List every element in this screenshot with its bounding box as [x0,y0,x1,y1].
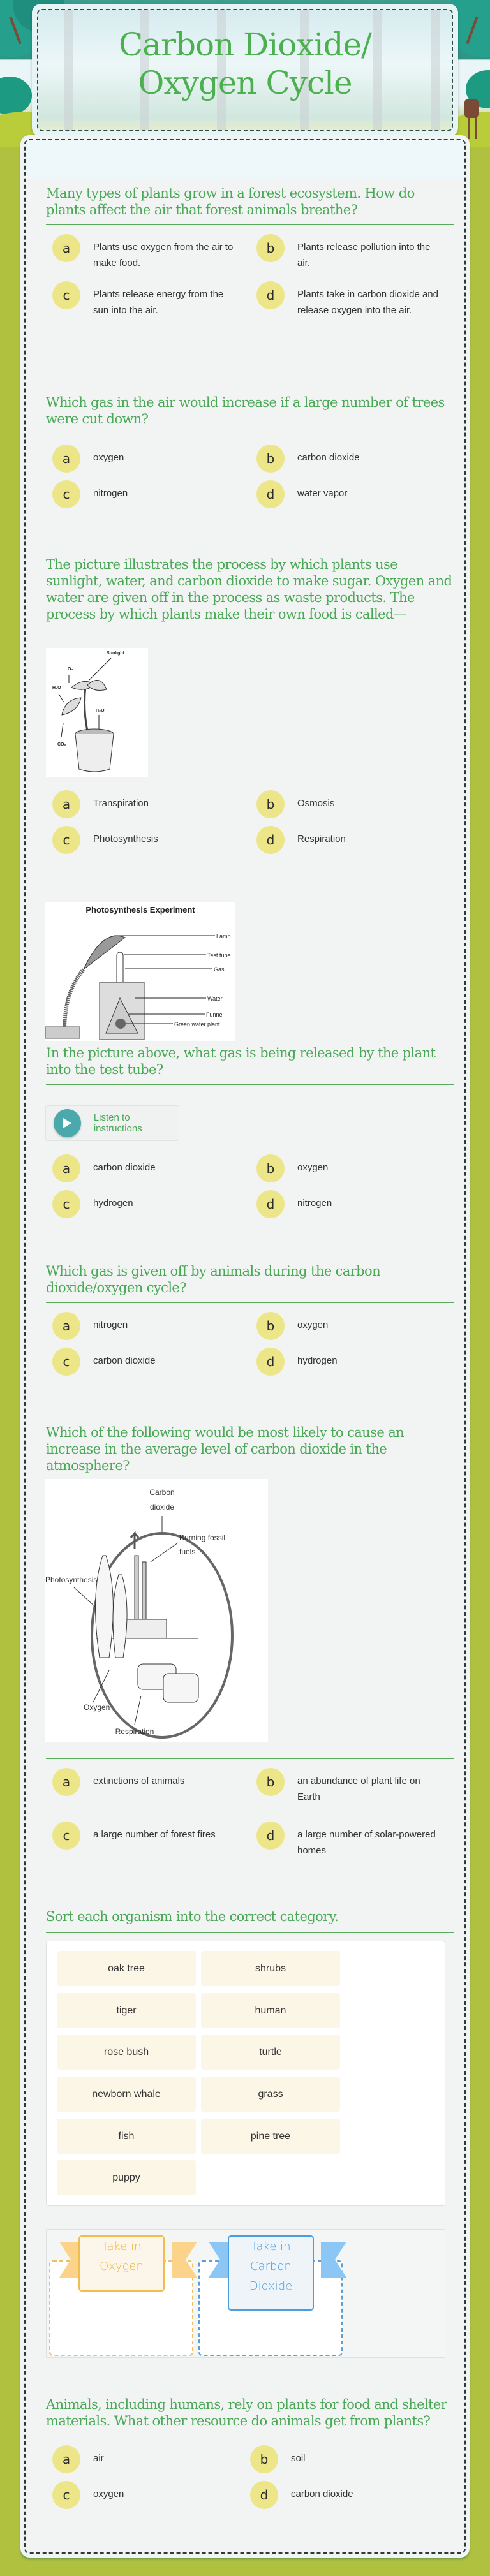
ribbon-right-co2 [321,2242,346,2278]
sort-categories [46,2229,445,2358]
question-4-options [46,1154,454,1222]
option-c[interactable] [46,1822,250,1858]
option-d[interactable] [250,1348,454,1380]
option-a[interactable] [46,790,250,822]
option-text: air [93,2453,104,2464]
svg-text:Oxygen: Oxygen [84,1703,110,1712]
option-b[interactable] [250,790,454,822]
sort-items-pool [46,1941,445,2206]
divider [46,224,454,225]
option-letter-b[interactable]: b [256,1768,285,1796]
option-text: soil [291,2453,306,2464]
option-a[interactable] [46,234,250,271]
option-text: nitrogen [93,488,128,499]
question-7 [46,2396,454,2513]
sort-item[interactable]: grass [201,2077,340,2112]
question-text: The picture illustrates the process by which plants use sunlight, water, and carbon dioxide to make sugar. Oxygen and water are given off in the process as waste products. The process by which plants make their own food is called— [46,557,452,622]
svg-text:H₂O: H₂O [96,709,105,713]
divider [46,1302,454,1303]
title-line-2: Oxygen Cycle [138,64,352,101]
option-letter-b[interactable]: b [256,790,285,818]
options-grid [46,2445,442,2513]
option-letter-c[interactable]: c [52,2481,80,2509]
plant-diagram-image [46,648,148,777]
option-letter-c[interactable]: c [52,1348,80,1376]
option-text: water vapor [297,488,348,499]
options-grid [46,234,454,318]
divider [46,1084,454,1085]
option-text: hydrogen [297,1355,338,1366]
sort-item[interactable]: turtle [201,2035,340,2070]
option-text: oxygen [93,452,124,463]
question-5 [46,1263,454,1380]
option-letter-c[interactable]: c [52,826,80,854]
option-letter-a[interactable]: a [52,2445,80,2473]
option-letter-c[interactable]: c [52,1822,80,1850]
sort-question [46,1908,454,1933]
options-grid [46,1154,454,1222]
option-text: nitrogen [297,1198,332,1209]
svg-text:H₂O: H₂O [52,686,61,690]
svg-text:Burning fossil: Burning fossil [179,1533,226,1542]
question-text: Many types of plants grow in a forest ecosystem. How do plants affect the air that forest animals breathe? [46,186,415,217]
svg-text:O₂: O₂ [68,667,73,672]
option-letter-d[interactable]: d [256,1822,285,1850]
option-a[interactable] [46,445,250,476]
title-card [32,4,458,136]
question-6-options [46,1758,454,1858]
options-grid [46,1768,454,1858]
option-c[interactable] [46,1190,250,1222]
option-letter-d[interactable]: d [256,480,285,508]
option-d[interactable] [244,2481,442,2513]
option-letter-a[interactable]: a [52,234,80,262]
option-a[interactable] [46,1154,250,1186]
question-text: Which gas in the air would increase if a large number of trees were cut down? [46,395,445,427]
svg-text:Green water plant: Green water plant [174,1021,220,1027]
sort-item[interactable]: fish [57,2119,196,2154]
svg-text:Water: Water [207,996,223,1002]
option-d[interactable] [250,1190,454,1222]
svg-text:Sunlight: Sunlight [107,651,124,656]
svg-text:Lamp: Lamp [216,933,231,939]
option-text: carbon dioxide [93,1162,156,1173]
svg-text:fuels: fuels [179,1547,196,1556]
option-b[interactable] [250,1768,454,1805]
listen-label: Listen to instructions [93,1112,142,1134]
option-text: Plants release energy from the sun into the air. [93,289,224,316]
deer-leg-decoration [468,117,470,139]
option-text: Plants release pollution into the air. [297,242,431,269]
option-d[interactable] [250,281,454,318]
option-c[interactable] [46,2481,244,2513]
option-b[interactable] [250,445,454,476]
option-letter-a[interactable]: a [52,1154,80,1182]
option-text: carbon dioxide [297,452,360,463]
option-b[interactable] [250,1312,454,1344]
option-text: oxygen [297,1162,329,1173]
sort-item[interactable]: pine tree [201,2119,340,2154]
option-letter-a[interactable]: a [52,1312,80,1340]
option-text: Plants take in carbon dioxide and release oxygen into the air. [297,289,438,316]
question-3-options [46,781,454,858]
question-4 [46,1045,454,1085]
option-letter-c[interactable]: c [52,480,80,508]
svg-text:Respiration: Respiration [115,1727,154,1736]
option-letter-a[interactable]: a [52,790,80,818]
sort-item[interactable]: human [201,1993,340,2028]
option-letter-a[interactable]: a [52,445,80,473]
sort-item[interactable]: shrubs [201,1951,340,1986]
option-text: a large number of forest fires [93,1829,216,1840]
deer-leg-decoration [475,117,477,139]
option-letter-b[interactable]: b [256,445,285,473]
option-letter-d[interactable]: d [256,1348,285,1376]
option-text: Transpiration [93,798,149,809]
question-3 [46,556,454,622]
question-text: In the picture above, what gas is being released by the plant into the test tube? [46,1045,436,1077]
option-letter-d[interactable]: d [250,2481,278,2509]
option-d[interactable] [250,826,454,858]
option-a[interactable] [46,1768,250,1805]
sort-item[interactable]: newborn whale [57,2077,196,2112]
divider [46,1932,454,1933]
option-letter-a[interactable]: a [52,1768,80,1796]
tree-decoration [0,77,32,115]
option-c[interactable] [46,1348,250,1380]
option-b[interactable] [250,1154,454,1186]
svg-text:Test tube: Test tube [207,952,231,959]
question-1 [46,185,454,318]
option-text: extinctions of animals [93,1776,185,1786]
option-a[interactable] [46,2445,244,2477]
option-b[interactable] [244,2445,442,2477]
option-letter-b[interactable]: b [250,2445,278,2473]
svg-text:Carbon: Carbon [149,1488,175,1497]
option-text: oxygen [297,1320,329,1330]
question-text: Which of the following would be most likely to cause an increase in the average level of carbon dioxide in the atmosphere? [46,1425,405,1473]
deer-decoration [464,99,479,118]
sort-item[interactable]: rose bush [57,2035,196,2070]
svg-text:Photosynthesis Experiment: Photosynthesis Experiment [85,905,195,915]
svg-text:dioxide: dioxide [149,1503,175,1512]
options-grid [46,1312,454,1380]
photosynthesis-experiment-image [45,902,235,1041]
option-text: a large number of solar-powered homes [297,1829,436,1856]
option-text: oxygen [93,2489,124,2499]
option-c[interactable] [46,281,250,318]
question-text: Sort each organism into the correct category. [46,1909,339,1924]
carbon-cycle-diagram-image [45,1479,268,1742]
option-c[interactable] [46,826,250,858]
option-text: Plants use oxygen from the air to make food. [93,242,234,269]
option-a[interactable] [46,1312,250,1344]
option-text: Photosynthesis [93,834,158,844]
option-letter-b[interactable]: b [256,234,285,262]
question-6 [46,1424,454,1474]
ribbon-right-oxygen [172,2242,197,2278]
option-b[interactable] [250,234,454,271]
divider [46,1758,454,1759]
option-letter-d[interactable]: d [256,1190,285,1218]
sort-item[interactable]: tiger [57,1993,196,2028]
option-text: an abundance of plant life on Earth [297,1776,420,1802]
option-text: carbon dioxide [291,2489,353,2499]
svg-text:Photosynthesis: Photosynthesis [45,1575,98,1584]
options-grid [46,790,454,858]
option-letter-b[interactable]: b [256,1312,285,1340]
svg-text:Gas: Gas [214,966,225,973]
category-carbon-dioxide-label: Take in Carbon Dioxide [228,2235,314,2311]
svg-text:Funnel: Funnel [206,1012,224,1018]
option-text: hydrogen [93,1198,133,1209]
option-text: Respiration [297,834,346,844]
option-d[interactable] [250,480,454,512]
option-c[interactable] [46,480,250,512]
option-letter-d[interactable]: d [256,281,285,309]
option-text: Osmosis [297,798,335,809]
option-letter-d[interactable]: d [256,826,285,854]
question-text: Which gas is given off by animals during the carbon dioxide/oxygen cycle? [46,1263,380,1295]
svg-text:CO₂: CO₂ [57,742,66,747]
option-text: carbon dioxide [93,1355,156,1366]
sort-item[interactable]: puppy [57,2160,196,2195]
question-text: Animals, including humans, rely on plants for food and shelter materials. What other resource do animals get from plants? [46,2397,447,2429]
question-2 [46,394,454,512]
play-icon[interactable] [54,1109,81,1137]
card-top-band [26,140,464,179]
title-line-1: Carbon Dioxide/ [119,26,371,63]
option-letter-b[interactable]: b [256,1154,285,1182]
sort-item[interactable]: oak tree [57,1951,196,1986]
listen-to-instructions-button[interactable] [45,1105,179,1141]
category-oxygen-label: Take in Oxygen [78,2235,165,2292]
option-letter-c[interactable]: c [52,281,80,309]
option-d[interactable] [250,1822,454,1858]
page-title [32,26,458,102]
options-grid [46,445,454,512]
option-text: nitrogen [93,1320,128,1330]
option-letter-c[interactable]: c [52,1190,80,1218]
